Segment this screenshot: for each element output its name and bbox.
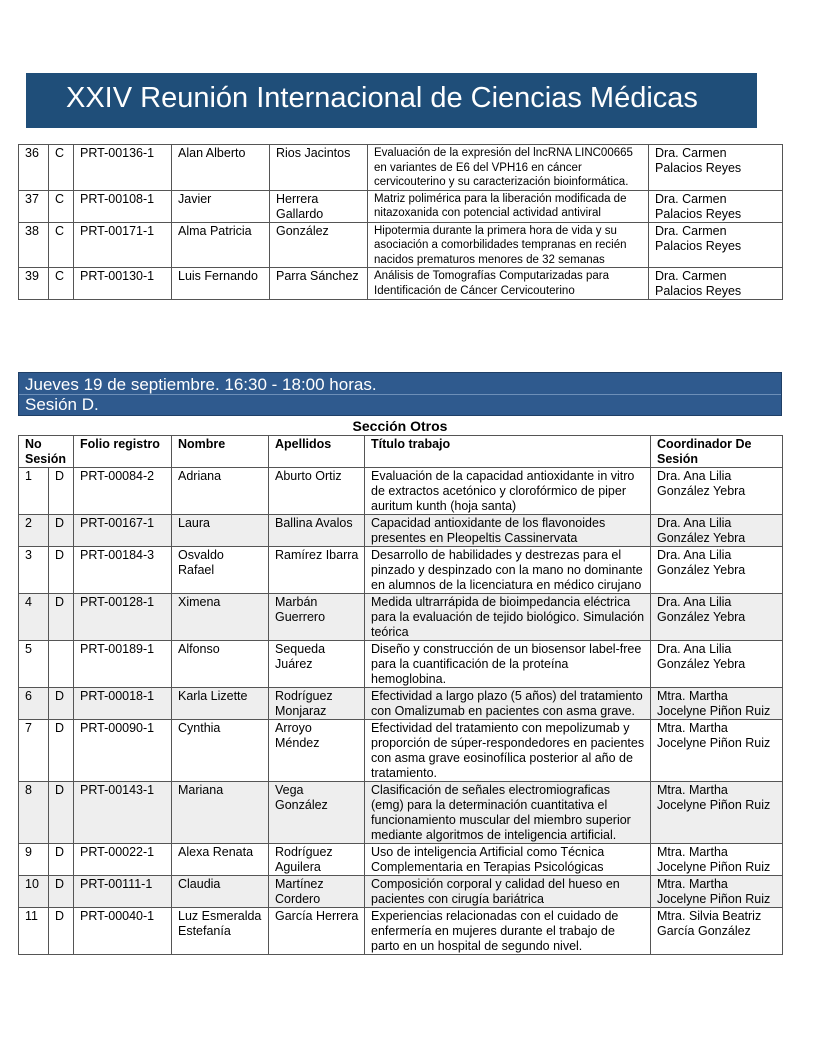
cell-titulo: Efectividad a largo plazo (5 años) del tratamiento con Omalizumab en pacientes con asma grave.	[365, 688, 651, 720]
cell-ses: C	[49, 145, 74, 191]
cell-no: 6	[19, 688, 49, 720]
cell-coord: Mtra. Silvia Beatriz García González	[651, 908, 783, 955]
cell-folio: PRT-00184-3	[74, 547, 172, 594]
cell-titulo: Desarrollo de habilidades y destrezas para el pinzado y despinzado con la mano no dominante en alumnos de la licenciatura en médico cirujano	[365, 547, 651, 594]
cell-titulo: Matriz polimérica para la liberación modificada de nitazoxanida con potencial actividad antiviral	[368, 190, 649, 222]
cell-coord: Dra. Carmen Palacios Reyes	[649, 145, 783, 191]
cell-titulo: Medida ultrarrápida de bioimpedancia eléctrica para la evaluación de tejido biológico. Simulación teórica	[365, 594, 651, 641]
table-row	[19, 547, 783, 594]
cell-ses: D	[49, 594, 74, 641]
cell-no: 8	[19, 782, 49, 844]
presentations-table-session-d	[18, 435, 783, 955]
cell-ses: D	[49, 468, 74, 515]
table-row	[19, 268, 783, 300]
cell-apellidos: García Herrera	[269, 908, 365, 955]
cell-no: 10	[19, 876, 49, 908]
cell-nombre: Alexa Renata	[172, 844, 269, 876]
header-no-sesion: No Sesión	[19, 436, 74, 468]
cell-folio: PRT-00018-1	[74, 688, 172, 720]
cell-nombre: Alfonso	[172, 641, 269, 688]
cell-titulo: Diseño y construcción de un biosensor label-free para la cuantificación de la proteína hemoglobina.	[365, 641, 651, 688]
cell-no: 1	[19, 468, 49, 515]
cell-folio: PRT-00171-1	[74, 222, 172, 268]
session-divider	[19, 394, 781, 395]
cell-folio: PRT-00167-1	[74, 515, 172, 547]
cell-titulo: Evaluación de la capacidad antioxidante in vitro de extractos acetónico y clorofórmico de piper auritum kunth (hoja santa)	[365, 468, 651, 515]
cell-apellidos: Rodríguez Aguilera	[269, 844, 365, 876]
cell-ses	[49, 641, 74, 688]
table-row	[19, 468, 783, 515]
cell-coord: Dra. Ana Lilia González Yebra	[651, 515, 783, 547]
cell-ses: D	[49, 876, 74, 908]
cell-titulo: Uso de inteligencia Artificial como Técnica Complementaria en Terapias Psicológicas	[365, 844, 651, 876]
cell-coord: Dra. Carmen Palacios Reyes	[649, 268, 783, 300]
cell-coord: Mtra. Martha Jocelyne Piñon Ruiz	[651, 782, 783, 844]
cell-apellidos: Sequeda Juárez	[269, 641, 365, 688]
cell-coord: Dra. Ana Lilia González Yebra	[651, 547, 783, 594]
cell-folio: PRT-00128-1	[74, 594, 172, 641]
cell-coord: Dra. Ana Lilia González Yebra	[651, 641, 783, 688]
table-row	[19, 594, 783, 641]
cell-no: 38	[19, 222, 49, 268]
cell-no: 4	[19, 594, 49, 641]
cell-no: 11	[19, 908, 49, 955]
cell-nombre: Claudia	[172, 876, 269, 908]
cell-nombre: Osvaldo Rafael	[172, 547, 269, 594]
table-row	[19, 190, 783, 222]
cell-nombre: Adriana	[172, 468, 269, 515]
cell-coord: Dra. Carmen Palacios Reyes	[649, 222, 783, 268]
cell-apellidos: Aburto Ortiz	[269, 468, 365, 515]
page-title: XXIV Reunión Internacional de Ciencias Médicas	[66, 82, 698, 114]
table-header-row	[19, 436, 783, 468]
cell-apellidos: Arroyo Méndez	[269, 720, 365, 782]
session-name: Sesión D.	[25, 395, 99, 414]
cell-ses: D	[49, 720, 74, 782]
cell-nombre: Ximena	[172, 594, 269, 641]
cell-apellidos: Parra Sánchez	[270, 268, 368, 300]
cell-coord: Dra. Ana Lilia González Yebra	[651, 594, 783, 641]
table-row	[19, 688, 783, 720]
cell-titulo: Capacidad antioxidante de los flavonoides presentes en Pleopeltis Cassinervata	[365, 515, 651, 547]
cell-folio: PRT-00111-1	[74, 876, 172, 908]
cell-folio: PRT-00090-1	[74, 720, 172, 782]
session-header	[18, 372, 782, 416]
table-row	[19, 844, 783, 876]
cell-apellidos: Herrera Gallardo	[270, 190, 368, 222]
cell-apellidos: Ballina Avalos	[269, 515, 365, 547]
cell-coord: Mtra. Martha Jocelyne Piñon Ruiz	[651, 844, 783, 876]
cell-no: 5	[19, 641, 49, 688]
table-row	[19, 876, 783, 908]
header-nombre: Nombre	[172, 436, 269, 468]
cell-ses: D	[49, 515, 74, 547]
cell-apellidos: Ramírez Ibarra	[269, 547, 365, 594]
header-coordinador: Coordinador De Sesión	[651, 436, 783, 468]
cell-folio: PRT-00136-1	[74, 145, 172, 191]
cell-ses: D	[49, 844, 74, 876]
cell-nombre: Laura	[172, 515, 269, 547]
cell-apellidos: González	[270, 222, 368, 268]
section-title: Sección Otros	[352, 418, 448, 434]
cell-nombre: Alan Alberto	[172, 145, 270, 191]
table-row	[19, 515, 783, 547]
table-row	[19, 222, 783, 268]
cell-folio: PRT-00189-1	[74, 641, 172, 688]
cell-folio: PRT-00084-2	[74, 468, 172, 515]
cell-nombre: Javier	[172, 190, 270, 222]
cell-titulo: Experiencias relacionadas con el cuidado de enfermería en mujeres durante el trabajo de parto en un hospital de segundo nivel.	[365, 908, 651, 955]
cell-nombre: Cynthia	[172, 720, 269, 782]
cell-no: 39	[19, 268, 49, 300]
table-row	[19, 782, 783, 844]
header-titulo: Título trabajo	[365, 436, 651, 468]
cell-titulo: Efectividad del tratamiento con mepolizumab y proporción de súper-respondedores en pacientes con asma grave eosinofílica posterior al año de tratamiento.	[365, 720, 651, 782]
cell-apellidos: Rodríguez Monjaraz	[269, 688, 365, 720]
cell-apellidos: Vega González	[269, 782, 365, 844]
table-row	[19, 641, 783, 688]
cell-no: 7	[19, 720, 49, 782]
cell-folio: PRT-00108-1	[74, 190, 172, 222]
cell-no: 2	[19, 515, 49, 547]
cell-coord: Mtra. Martha Jocelyne Piñon Ruiz	[651, 688, 783, 720]
cell-nombre: Alma Patricia	[172, 222, 270, 268]
cell-ses: D	[49, 547, 74, 594]
cell-nombre: Karla Lizette	[172, 688, 269, 720]
cell-titulo: Evaluación de la expresión del lncRNA LINC00665 en variantes de E6 del VPH16 en cáncer cervicouterino y su caracterización bioinformática.	[368, 145, 649, 191]
cell-ses: D	[49, 782, 74, 844]
table-row	[19, 145, 783, 191]
cell-ses: C	[49, 190, 74, 222]
header-banner	[26, 73, 757, 128]
cell-coord: Dra. Ana Lilia González Yebra	[651, 468, 783, 515]
cell-titulo: Hipotermia durante la primera hora de vida y su asociación a comorbilidades tempranas en recién nacidos prematuros menores de 32 semanas	[368, 222, 649, 268]
session-date: Jueves 19 de septiembre. 16:30 - 18:00 horas.	[25, 375, 377, 394]
cell-apellidos: Marbán Guerrero	[269, 594, 365, 641]
cell-nombre: Luis Fernando	[172, 268, 270, 300]
cell-folio: PRT-00143-1	[74, 782, 172, 844]
header-apellidos: Apellidos	[269, 436, 365, 468]
table-row	[19, 720, 783, 782]
cell-folio: PRT-00040-1	[74, 908, 172, 955]
cell-coord: Mtra. Martha Jocelyne Piñon Ruiz	[651, 876, 783, 908]
header-folio: Folio registro	[74, 436, 172, 468]
cell-coord: Mtra. Martha Jocelyne Piñon Ruiz	[651, 720, 783, 782]
cell-ses: D	[49, 688, 74, 720]
cell-folio: PRT-00130-1	[74, 268, 172, 300]
cell-ses: C	[49, 222, 74, 268]
cell-no: 3	[19, 547, 49, 594]
presentations-table-session-c	[18, 144, 783, 300]
cell-coord: Dra. Carmen Palacios Reyes	[649, 190, 783, 222]
cell-titulo: Clasificación de señales electromiograficas (emg) para la determinación cuantitativa el funcionamiento muscular del miembro superior mediante algoritmos de inteligencia artificial.	[365, 782, 651, 844]
cell-no: 37	[19, 190, 49, 222]
cell-titulo: Análisis de Tomografías Computarizadas para Identificación de Cáncer Cervicouterino	[368, 268, 649, 300]
cell-nombre: Luz Esmeralda Estefanía	[172, 908, 269, 955]
cell-no: 9	[19, 844, 49, 876]
table-row	[19, 908, 783, 955]
cell-nombre: Mariana	[172, 782, 269, 844]
cell-folio: PRT-00022-1	[74, 844, 172, 876]
cell-apellidos: Martínez Cordero	[269, 876, 365, 908]
cell-apellidos: Rios Jacintos	[270, 145, 368, 191]
cell-no: 36	[19, 145, 49, 191]
cell-ses: C	[49, 268, 74, 300]
cell-titulo: Composición corporal y calidad del hueso en pacientes con cirugía bariátrica	[365, 876, 651, 908]
cell-ses: D	[49, 908, 74, 955]
